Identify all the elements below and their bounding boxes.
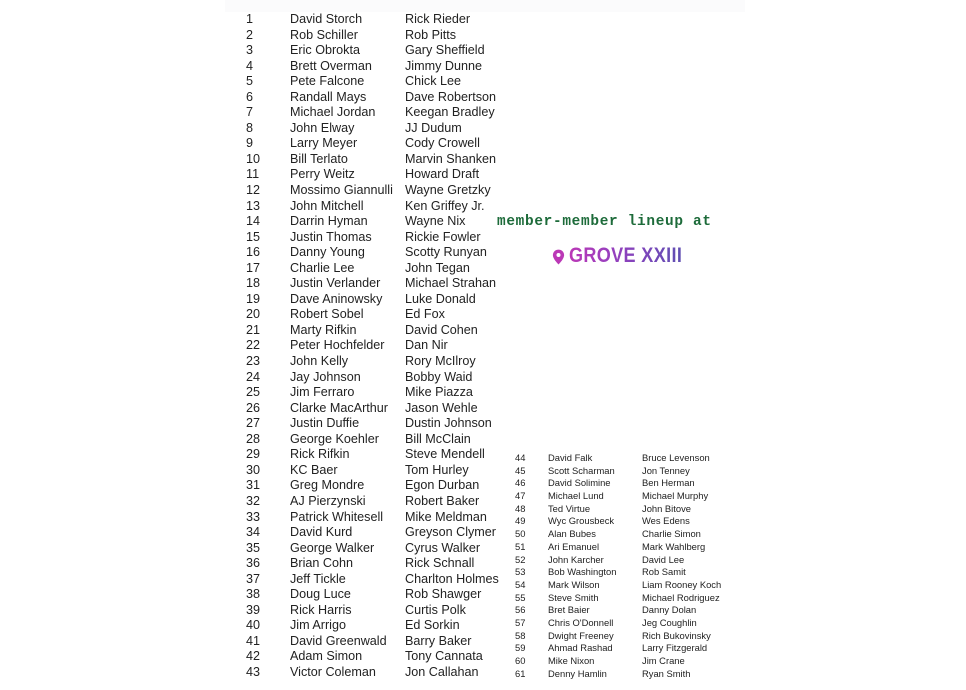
player-one-name: Dwight Freeney: [548, 629, 614, 641]
player-one-name: AJ Pierzynski: [290, 493, 366, 508]
player-one-name: Michael Lund: [548, 490, 604, 502]
player-two-name: Michael Murphy: [642, 490, 709, 502]
player-one-name: Mike Nixon: [548, 655, 595, 666]
player-two-name: Bobby Waid: [405, 369, 473, 384]
table-row: [515, 554, 745, 567]
player-one-name: Pete Falcone: [290, 74, 365, 89]
player-two-name: Charlie Simon: [642, 528, 701, 540]
player-two-name: Bruce Levenson: [642, 452, 710, 463]
table-row: [515, 617, 745, 630]
row-number: 61: [515, 667, 526, 679]
player-one-name: Mark Wilson: [548, 578, 600, 590]
player-two-name: Tom Hurley: [405, 462, 469, 477]
row-number: 33: [246, 509, 261, 524]
player-one-name: Victor Coleman: [290, 664, 376, 679]
player-two-name: Greyson Clymer: [405, 525, 496, 540]
player-one-name: Ted Virtue: [548, 502, 591, 514]
row-number: 21: [246, 322, 261, 337]
table-row: [246, 12, 516, 28]
row-number: 55: [515, 591, 526, 603]
player-two-name: Jon Callahan: [405, 664, 479, 679]
table-row: [246, 354, 516, 370]
player-two-name: John Tegan: [405, 260, 470, 275]
row-number: 15: [246, 229, 261, 244]
top-gray-band: [225, 0, 745, 12]
player-one-name: Jim Arrigo: [290, 618, 346, 633]
row-number: 46: [515, 477, 526, 489]
table-row: [515, 655, 745, 668]
row-number: 2: [246, 27, 254, 42]
row-number: 22: [246, 338, 261, 353]
table-row: [246, 276, 516, 292]
player-one-name: Peter Hochfelder: [290, 338, 385, 353]
player-two-name: Wes Edens: [642, 515, 690, 527]
row-number: 11: [246, 167, 260, 182]
player-two-name: Jeg Coughlin: [642, 616, 697, 628]
table-row: [515, 503, 745, 516]
player-one-name: Bill Terlato: [290, 151, 348, 166]
player-one-name: John Mitchell: [290, 198, 364, 213]
player-two-name: Jim Crane: [642, 655, 685, 666]
player-two-name: Scotty Runyan: [405, 245, 487, 260]
table-row: [246, 447, 516, 463]
player-two-name: Curtis Polk: [405, 602, 466, 617]
player-one-name: Justin Duffie: [290, 416, 360, 431]
row-number: 39: [246, 602, 261, 617]
player-one-name: George Koehler: [290, 431, 379, 446]
table-row: [246, 649, 516, 665]
row-number: 17: [246, 260, 261, 275]
player-two-name: Luke Donald: [405, 291, 476, 306]
player-two-name: Wayne Nix: [405, 214, 466, 229]
table-row: [246, 603, 516, 619]
row-number: 14: [246, 214, 261, 229]
player-two-name: Jimmy Dunne: [405, 58, 482, 73]
table-row: [246, 401, 516, 417]
row-number: 34: [246, 525, 261, 540]
player-two-name: Larry Fitzgerald: [642, 642, 708, 654]
row-number: 9: [246, 136, 254, 151]
table-row: [246, 478, 516, 494]
player-two-name: Rob Samit: [642, 566, 686, 578]
player-two-name: Rickie Fowler: [405, 229, 481, 244]
row-number: 4: [246, 58, 254, 73]
player-two-name: Wayne Gretzky: [405, 183, 491, 198]
row-number: 38: [246, 587, 261, 602]
player-one-name: Wyc Grousbeck: [548, 515, 615, 527]
player-one-name: Randall Mays: [290, 89, 367, 104]
player-one-name: Greg Mondre: [290, 478, 365, 493]
player-two-name: Jon Tenney: [642, 464, 690, 476]
player-two-name: Tony Cannata: [405, 649, 483, 664]
table-row: [246, 261, 516, 277]
row-number: 10: [246, 151, 261, 166]
player-two-name: Mike Piazza: [405, 385, 473, 400]
player-one-name: Chris O'Donnell: [548, 616, 614, 628]
player-one-name: Justin Thomas: [290, 229, 372, 244]
table-row: [246, 541, 516, 557]
table-row: [515, 566, 745, 579]
row-number: 18: [246, 276, 261, 291]
table-row: [246, 665, 516, 681]
player-one-name: Charlie Lee: [290, 260, 355, 275]
player-two-name: Marvin Shanken: [405, 151, 497, 166]
player-two-name: John Bitove: [642, 502, 691, 514]
player-two-name: Mike Meldman: [405, 509, 487, 524]
table-row: [246, 338, 516, 354]
table-row: [515, 528, 745, 541]
row-number: 52: [515, 553, 526, 565]
player-two-name: David Cohen: [405, 322, 478, 337]
player-two-name: Ben Herman: [642, 477, 695, 489]
row-number: 26: [246, 400, 261, 415]
player-one-name: Rick Harris: [290, 602, 352, 617]
player-one-name: Clarke MacArthur: [290, 400, 388, 415]
table-row: [515, 465, 745, 478]
player-one-name: Mossimo Giannulli: [290, 183, 393, 198]
row-number: 56: [515, 604, 526, 616]
player-one-name: Danny Young: [290, 245, 365, 260]
table-row: [246, 74, 516, 90]
table-row: [515, 541, 745, 554]
table-row: [246, 525, 516, 541]
table-row: [246, 510, 516, 526]
player-one-name: George Walker: [290, 540, 375, 555]
table-row: [246, 230, 516, 246]
player-two-name: Dan Nir: [405, 338, 448, 353]
table-row: [246, 167, 516, 183]
player-one-name: Dave Aninowsky: [290, 291, 383, 306]
table-row: [246, 432, 516, 448]
row-number: 37: [246, 571, 261, 586]
player-one-name: Michael Jordan: [290, 105, 376, 120]
player-two-name: Bill McClain: [405, 431, 471, 446]
row-number: 45: [515, 464, 526, 476]
player-one-name: Bob Washington: [548, 566, 617, 578]
roster-table-overflow: [515, 452, 745, 680]
table-row: [246, 183, 516, 199]
player-two-name: Gary Sheffield: [405, 43, 485, 58]
row-number: 36: [246, 556, 261, 571]
row-number: 42: [246, 649, 261, 664]
row-number: 44: [515, 452, 526, 463]
table-row: [515, 477, 745, 490]
table-row: [515, 668, 745, 681]
player-two-name: Rick Schnall: [405, 556, 475, 571]
row-number: 13: [246, 198, 261, 213]
row-number: 30: [246, 462, 261, 477]
player-two-name: Dustin Johnson: [405, 416, 492, 431]
table-row: [246, 245, 516, 261]
row-number: 51: [515, 540, 526, 552]
table-row: [246, 370, 516, 386]
player-two-name: David Lee: [642, 553, 685, 565]
player-one-name: Doug Luce: [290, 587, 351, 602]
player-one-name: Jay Johnson: [290, 369, 361, 384]
player-one-name: David Solimine: [548, 477, 611, 489]
player-one-name: John Elway: [290, 120, 355, 135]
row-number: 25: [246, 385, 261, 400]
player-two-name: Keegan Bradley: [405, 105, 495, 120]
table-row: [246, 463, 516, 479]
location-pin-icon: [552, 249, 565, 265]
player-two-name: Rich Bukovinsky: [642, 629, 711, 641]
row-number: 27: [246, 416, 261, 431]
player-one-name: Adam Simon: [290, 649, 363, 664]
row-number: 20: [246, 307, 261, 322]
roster-table-main: [246, 12, 516, 681]
row-number: 40: [246, 618, 261, 633]
table-row: [246, 292, 516, 308]
player-one-name: Larry Meyer: [290, 136, 358, 151]
table-row: [246, 556, 516, 572]
table-row: [246, 152, 516, 168]
player-one-name: John Kelly: [290, 354, 349, 369]
table-row: [246, 199, 516, 215]
table-row: [246, 385, 516, 401]
row-number: 41: [246, 633, 261, 648]
player-two-name: Rob Shawger: [405, 587, 482, 602]
caption-block: [497, 214, 747, 268]
player-one-name: Rob Schiller: [290, 27, 358, 42]
player-one-name: Justin Verlander: [290, 276, 381, 291]
lineup-caption-text: member-member lineup at: [497, 214, 712, 230]
player-two-name: Steve Mendell: [405, 447, 485, 462]
player-two-name: Ed Fox: [405, 307, 445, 322]
table-row: [515, 515, 745, 528]
row-number: 5: [246, 74, 254, 89]
row-number: 35: [246, 540, 261, 555]
row-number: 1: [246, 12, 254, 26]
player-one-name: Scott Scharman: [548, 464, 615, 476]
row-number: 47: [515, 490, 526, 502]
player-two-name: Rick Rieder: [405, 12, 471, 26]
venue-name-text: GROVE XXIII: [569, 244, 683, 267]
player-one-name: Ari Emanuel: [548, 540, 600, 552]
table-row: [246, 43, 516, 59]
table-row: [246, 307, 516, 323]
table-row: [246, 494, 516, 510]
player-one-name: Ahmad Rashad: [548, 642, 613, 654]
player-two-name: Charlton Holmes: [405, 571, 499, 586]
player-one-name: Bret Baier: [548, 604, 590, 616]
player-one-name: Rick Rifkin: [290, 447, 350, 462]
table-row: [515, 592, 745, 605]
player-one-name: Darrin Hyman: [290, 214, 368, 229]
player-two-name: Liam Rooney Koch: [642, 578, 722, 590]
player-two-name: Rob Pitts: [405, 27, 457, 42]
row-number: 12: [246, 183, 261, 198]
player-one-name: Perry Weitz: [290, 167, 355, 182]
player-two-name: Jason Wehle: [405, 400, 478, 415]
table-row: [246, 28, 516, 44]
table-row: [246, 323, 516, 339]
player-one-name: Brian Cohn: [290, 556, 354, 571]
table-row: [246, 136, 516, 152]
row-number: 32: [246, 493, 261, 508]
player-one-name: Steve Smith: [548, 591, 599, 603]
table-row: [246, 90, 516, 106]
player-one-name: Patrick Whitesell: [290, 509, 384, 524]
table-row: [246, 214, 516, 230]
player-one-name: David Falk: [548, 452, 593, 463]
row-number: 3: [246, 43, 254, 58]
row-number: 8: [246, 120, 254, 135]
player-two-name: Barry Baker: [405, 633, 472, 648]
table-row: [515, 452, 745, 465]
player-two-name: Ken Griffey Jr.: [405, 198, 485, 213]
player-two-name: Rory McIlroy: [405, 354, 476, 369]
row-number: 19: [246, 291, 261, 306]
row-number: 31: [246, 478, 261, 493]
row-number: 24: [246, 369, 261, 384]
row-number: 50: [515, 528, 526, 540]
row-number: 43: [246, 664, 261, 679]
player-two-name: JJ Dudum: [405, 120, 462, 135]
row-number: 53: [515, 566, 526, 578]
player-two-name: Mark Wahlberg: [642, 540, 706, 552]
player-one-name: Denny Hamlin: [548, 667, 607, 679]
player-one-name: David Greenwald: [290, 633, 387, 648]
row-number: 29: [246, 447, 261, 462]
player-two-name: Egon Durban: [405, 478, 480, 493]
table-row: [246, 105, 516, 121]
table-row: [246, 572, 516, 588]
player-one-name: Jim Ferraro: [290, 385, 355, 400]
player-two-name: Danny Dolan: [642, 604, 697, 616]
row-number: 6: [246, 89, 254, 104]
player-two-name: Michael Strahan: [405, 276, 497, 291]
table-row: [515, 579, 745, 592]
table-row: [246, 618, 516, 634]
table-row: [246, 416, 516, 432]
player-one-name: Brett Overman: [290, 58, 372, 73]
player-one-name: David Kurd: [290, 525, 353, 540]
row-number: 28: [246, 431, 261, 446]
table-row: [515, 604, 745, 617]
player-two-name: Dave Robertson: [405, 89, 497, 104]
player-two-name: Howard Draft: [405, 167, 480, 182]
row-number: 48: [515, 502, 526, 514]
row-number: 60: [515, 655, 526, 666]
row-number: 54: [515, 578, 526, 590]
player-one-name: Eric Obrokta: [290, 43, 360, 58]
player-one-name: Robert Sobel: [290, 307, 364, 322]
player-two-name: Ryan Smith: [642, 667, 691, 679]
player-one-name: Jeff Tickle: [290, 571, 346, 586]
venue-row: [497, 244, 747, 268]
player-one-name: Alan Bubes: [548, 528, 596, 540]
player-one-name: David Storch: [290, 12, 363, 26]
player-one-name: John Karcher: [548, 553, 604, 565]
table-row: [246, 634, 516, 650]
player-two-name: Michael Rodriguez: [642, 591, 720, 603]
row-number: 58: [515, 629, 526, 641]
row-number: 16: [246, 245, 261, 260]
player-two-name: Cyrus Walker: [405, 540, 481, 555]
table-row: [246, 59, 516, 75]
table-row: [246, 587, 516, 603]
row-number: 49: [515, 515, 526, 527]
player-two-name: Cody Crowell: [405, 136, 480, 151]
player-two-name: Chick Lee: [405, 74, 462, 89]
player-one-name: Marty Rifkin: [290, 322, 357, 337]
player-one-name: KC Baer: [290, 462, 338, 477]
row-number: 59: [515, 642, 526, 654]
row-number: 7: [246, 105, 254, 120]
table-row: [515, 630, 745, 643]
table-row: [246, 121, 516, 137]
table-row: [515, 490, 745, 503]
table-row: [515, 642, 745, 655]
row-number: 23: [246, 354, 261, 369]
player-two-name: Ed Sorkin: [405, 618, 460, 633]
player-two-name: Robert Baker: [405, 493, 480, 508]
row-number: 57: [515, 616, 526, 628]
